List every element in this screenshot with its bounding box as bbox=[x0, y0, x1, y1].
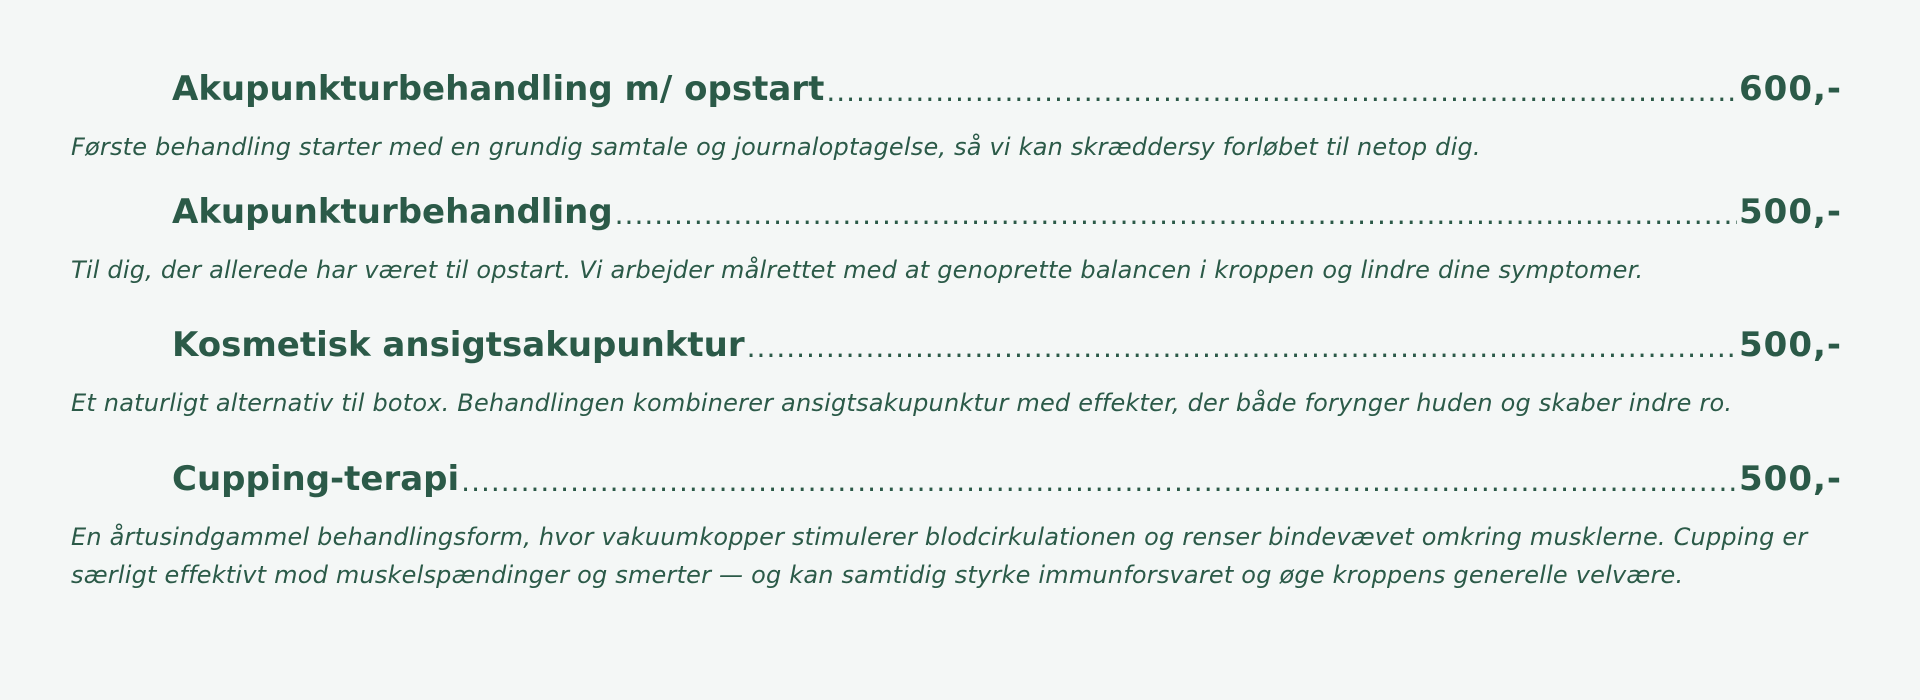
price-item-title: Cupping-terapi bbox=[172, 459, 460, 499]
dot-leader bbox=[747, 328, 1737, 368]
dot-leader bbox=[615, 195, 1737, 235]
dot-leader bbox=[461, 462, 1737, 502]
price-item-header bbox=[172, 456, 1842, 502]
price-item-price: 500,- bbox=[1739, 459, 1842, 499]
price-item-title: Akupunkturbehandling m/ opstart bbox=[172, 69, 825, 109]
price-item-header bbox=[172, 66, 1842, 112]
price-item-description: Til dig, der allerede har været til opstart. Vi arbejder målrettet med at genoprette balancen i kroppen og lindre dine symptomer. bbox=[71, 256, 1644, 284]
price-item-header bbox=[172, 189, 1842, 235]
price-item-price: 500,- bbox=[1739, 192, 1842, 232]
price-item-description: Første behandling starter med en grundig samtale og journaloptagelse, så vi kan skræddersy forløbet til netop dig. bbox=[71, 133, 1481, 161]
price-item-title: Kosmetisk ansigtsakupunktur bbox=[172, 325, 745, 365]
price-item-header bbox=[172, 322, 1842, 368]
price-item-price: 600,- bbox=[1739, 69, 1842, 109]
price-item-price: 500,- bbox=[1739, 325, 1842, 365]
dot-leader bbox=[826, 72, 1737, 112]
price-item-description: En årtusindgammel behandlingsform, hvor vakuumkopper stimulerer blodcirkulationen og renser bindevævet omkring musklerne. Cupping er særligt effektivt mod muskelspændinger og smerter — og kan samtidig styrke immunforsvaret og øge kroppens generelle velvære. bbox=[71, 523, 1808, 589]
price-item-title: Akupunkturbehandling bbox=[172, 192, 613, 232]
price-item-description: Et naturligt alternativ til botox. Behandlingen kombinerer ansigtsakupunktur med effekter, der både forynger huden og skaber indre ro. bbox=[71, 389, 1733, 417]
